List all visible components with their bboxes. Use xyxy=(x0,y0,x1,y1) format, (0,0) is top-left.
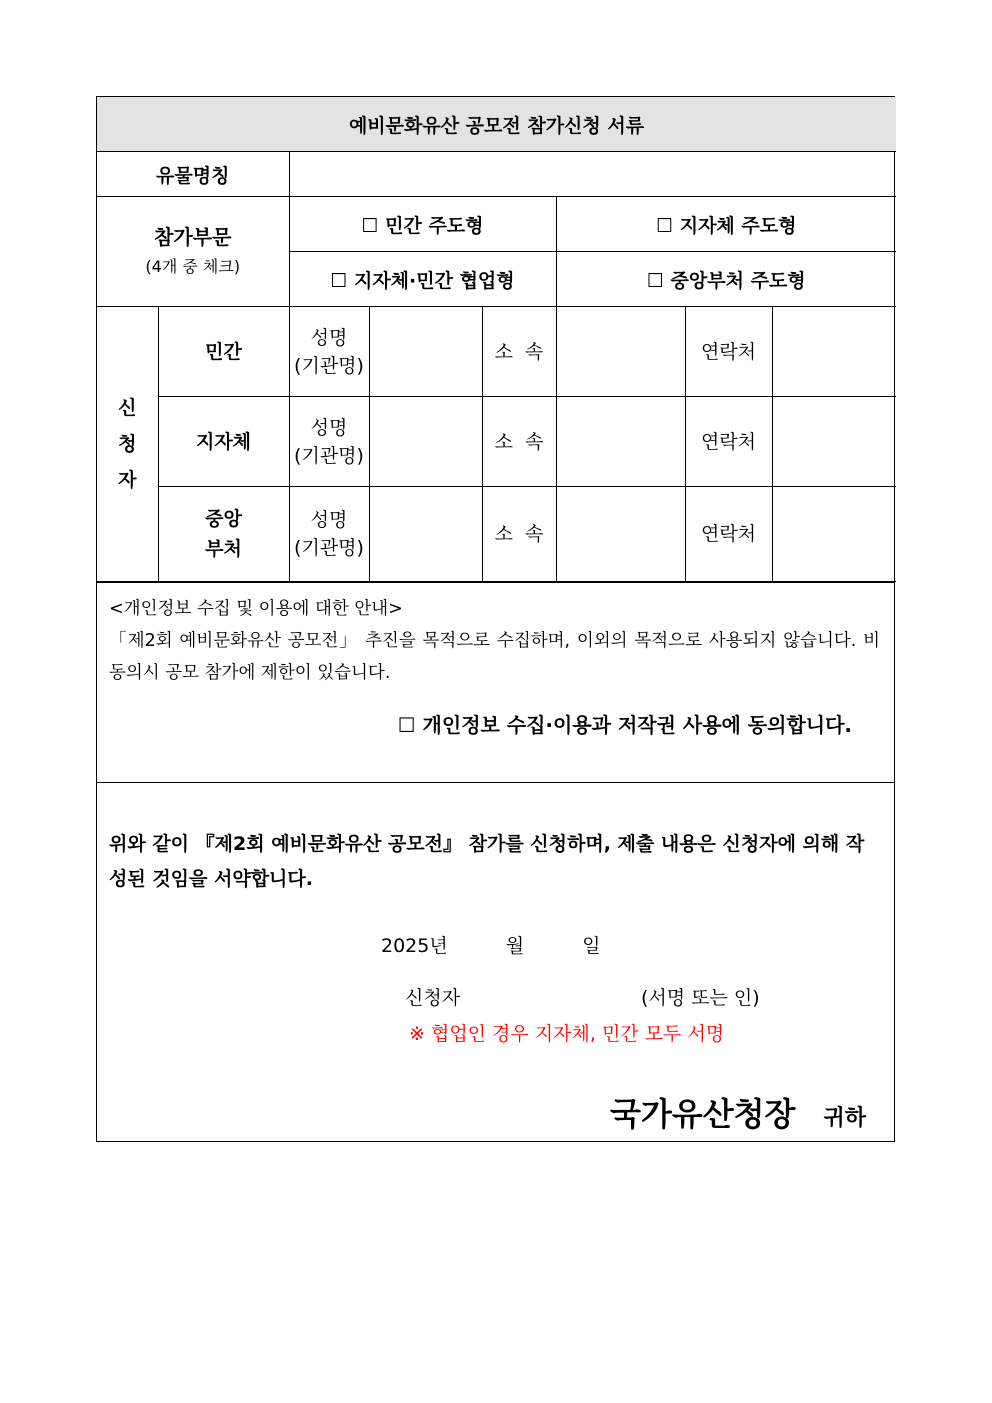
date-month: 월 xyxy=(505,935,525,957)
affiliation-label: 소 속 xyxy=(482,307,556,397)
pledge-text: 위와 같이 『제2회 예비문화유산 공모전』 참가를 신청하며, 제출 내용은 신청자에 의해 작성된 것임을 서약합니다. xyxy=(109,833,865,890)
category-central-gov-checkbox[interactable]: ☐ 중앙부처 주도형 xyxy=(556,252,896,307)
pledge-section xyxy=(97,782,894,1141)
application-form xyxy=(96,96,895,1142)
affiliation-label: 소 속 xyxy=(482,397,556,487)
name-field[interactable] xyxy=(369,397,482,487)
category-collab-checkbox[interactable]: ☐ 지자체·민간 협업형 xyxy=(289,252,556,307)
applicant-type-local-gov: 지자체 xyxy=(158,397,289,487)
application-table xyxy=(97,97,896,582)
contact-field[interactable] xyxy=(772,487,896,582)
collab-signature-note: ※ 협업인 경우 지자체, 민간 모두 서명 xyxy=(409,1023,725,1045)
privacy-consent-checkbox[interactable]: ☐ 개인정보 수집·이용과 저작권 사용에 동의합니다. xyxy=(397,713,852,737)
contact-label: 연락처 xyxy=(685,487,772,582)
contact-field[interactable] xyxy=(772,397,896,487)
category-label-cell xyxy=(97,197,289,307)
affiliation-field[interactable] xyxy=(556,307,685,397)
affiliation-field[interactable] xyxy=(556,487,685,582)
name-field[interactable] xyxy=(369,487,482,582)
contact-label: 연락처 xyxy=(685,307,772,397)
name-field[interactable] xyxy=(369,307,482,397)
privacy-body: 「제2회 예비문화유산 공모전」 추진을 목적으로 수집하며, 이외의 목적으로 사용되지 않습니다. 비동의시 공모 참가에 제한이 있습니다. xyxy=(109,631,880,683)
category-private-checkbox[interactable]: ☐ 민간 주도형 xyxy=(289,197,556,252)
date-year: 2025년 xyxy=(381,935,448,957)
category-local-gov-checkbox[interactable]: ☐ 지자체 주도형 xyxy=(556,197,896,252)
date-day: 일 xyxy=(582,935,601,957)
applicant-type-private: 민간 xyxy=(158,307,289,397)
artifact-name-field[interactable] xyxy=(289,152,896,197)
applicant-signature-label: 신청자 xyxy=(405,987,461,1009)
privacy-notice xyxy=(97,582,894,782)
privacy-heading: <개인정보 수집 및 이용에 대한 안내> xyxy=(109,599,403,619)
artifact-name-label: 유물명칭 xyxy=(97,152,289,197)
addressee-agency: 국가유산청장 xyxy=(610,1095,796,1133)
name-label: 성명 (기관명) xyxy=(289,487,369,582)
contact-label: 연락처 xyxy=(685,397,772,487)
category-hint: (4개 중 체크) xyxy=(145,256,241,276)
form-title: 예비문화유산 공모전 참가신청 서류 xyxy=(97,97,896,152)
addressee xyxy=(610,1089,866,1135)
signature-hint: (서명 또는 인) xyxy=(641,987,760,1009)
addressee-honorific: 귀하 xyxy=(823,1106,866,1131)
application-date xyxy=(381,931,600,958)
applicant-type-central-gov: 중앙 부처 xyxy=(158,487,289,582)
name-label: 성명 (기관명) xyxy=(289,307,369,397)
name-label: 성명 (기관명) xyxy=(289,397,369,487)
affiliation-label: 소 속 xyxy=(482,487,556,582)
affiliation-field[interactable] xyxy=(556,397,685,487)
applicant-label: 신 청 자 xyxy=(97,307,158,582)
contact-field[interactable] xyxy=(772,307,896,397)
category-label: 참가부문 xyxy=(154,224,232,249)
